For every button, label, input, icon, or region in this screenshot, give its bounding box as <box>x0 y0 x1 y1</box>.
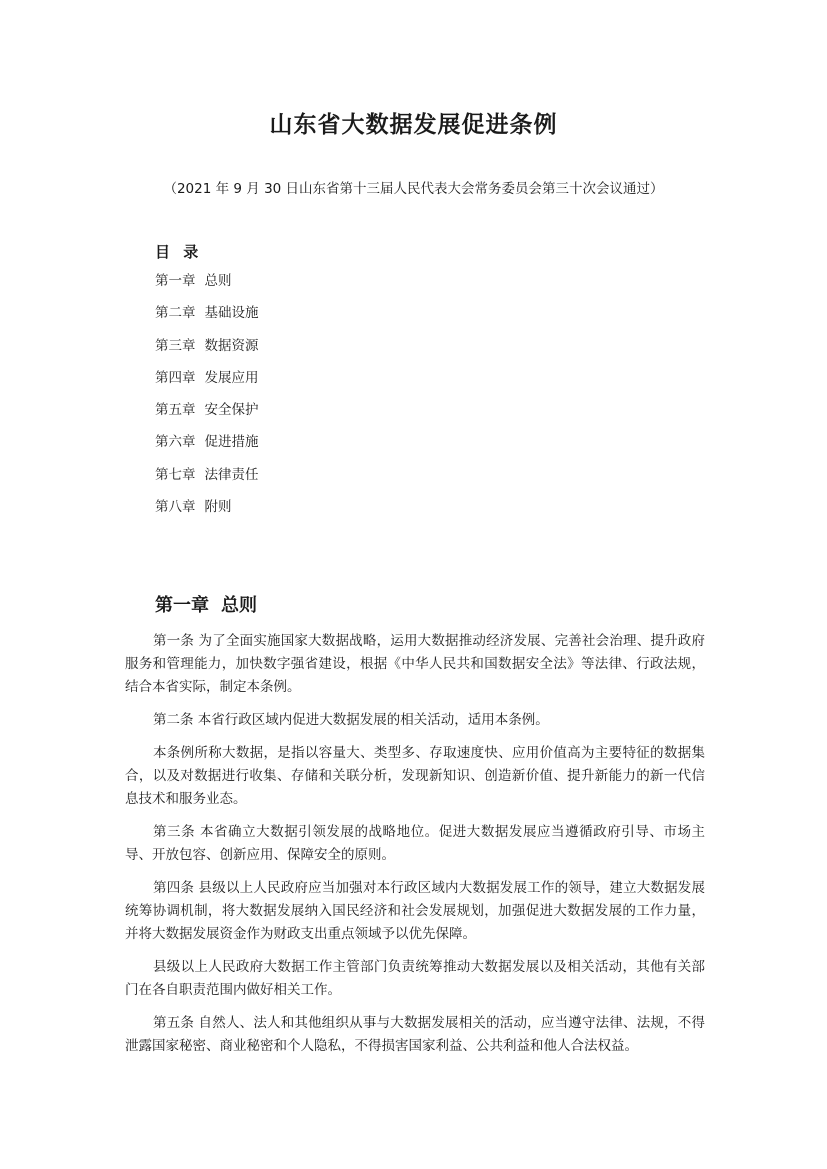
toc-chapter-name: 法律责任 <box>204 466 259 483</box>
toc-chapter-number: 第一章 <box>155 273 196 289</box>
toc-chapter-name: 促进措施 <box>204 434 259 451</box>
toc-item <box>155 431 259 463</box>
article-paragraph: 县级以上人民政府大数据工作主管部门负责统筹推动大数据发展以及相关活动，其他有关部门在各自职责范围内做好相关工作。 <box>125 959 705 998</box>
article-paragraph: 第二条 本省行政区域内促进大数据发展的相关活动，适用本条例。 <box>153 712 549 728</box>
article-paragraph: 第一条 为了全面实施国家大数据战略，运用大数据推动经济发展、完善社会治理、提升政府服务和管理能力，加快数字强省建设，根据《中华人民共和国数据安全法》等法律、行政法规，结合本省实际，制定本条例。 <box>125 633 705 695</box>
toc-item <box>155 496 259 528</box>
toc-chapter-number: 第六章 <box>155 434 196 451</box>
chapter-heading <box>155 591 257 617</box>
article-paragraph: 第三条 本省确立大数据引领发展的战略地位。促进大数据发展应当遵循政府引导、市场主导、开放包容、创新应用、保障安全的原则。 <box>125 824 705 863</box>
toc-chapter-name: 发展应用 <box>204 369 259 386</box>
chapter-name: 总则 <box>221 595 257 616</box>
toc-heading: 目 录 <box>155 243 203 261</box>
toc-item <box>155 367 259 399</box>
toc-chapter-name: 安全保护 <box>204 402 259 419</box>
toc-chapter-number: 第二章 <box>155 305 196 322</box>
toc-chapter-name: 数据资源 <box>204 337 259 354</box>
article-paragraph: 第四条 县级以上人民政府应当加强对本行政区域内大数据发展工作的领导，建立大数据发展统筹协调机制，将大数据发展纳入国民经济和社会发展规划，加强促进大数据发展的工作力量，并将大数据发展资金作为财政支出重点领域予以优先保障。 <box>125 880 705 942</box>
table-of-contents <box>155 270 259 528</box>
chapter-body <box>125 630 705 1068</box>
toc-chapter-number: 第八章 <box>155 499 196 516</box>
toc-item <box>155 464 259 496</box>
toc-item <box>155 270 259 302</box>
toc-item <box>155 302 259 334</box>
document-title: 山东省大数据发展促进条例 <box>269 112 558 138</box>
toc-item <box>155 399 259 431</box>
toc-chapter-name: 基础设施 <box>204 305 259 322</box>
toc-chapter-number: 第七章 <box>155 466 196 483</box>
toc-chapter-number: 第三章 <box>155 337 196 354</box>
toc-chapter-name: 总则 <box>204 273 232 289</box>
toc-chapter-number: 第四章 <box>155 369 196 386</box>
toc-chapter-name: 附则 <box>204 499 232 516</box>
article-paragraph: 第五条 自然人、法人和其他组织从事与大数据发展相关的活动，应当遵守法律、法规，不得泄露国家秘密、商业秘密和个人隐私，不得损害国家利益、公共利益和他人合法权益。 <box>125 1015 705 1054</box>
article-paragraph: 本条例所称大数据，是指以容量大、类型多、存取速度快、应用价值高为主要特征的数据集合，以及对数据进行收集、存储和关联分析，发现新知识、创造新价值、提升新能力的新一代信息技术和服务业态。 <box>125 745 705 807</box>
document-subtitle: （2021 年 9 月 30 日山东省第十三届人民代表大会常务委员会第三十次会议通过） <box>163 181 664 197</box>
chapter-number: 第一章 <box>155 595 209 616</box>
toc-chapter-number: 第五章 <box>155 402 196 419</box>
toc-item <box>155 335 259 367</box>
